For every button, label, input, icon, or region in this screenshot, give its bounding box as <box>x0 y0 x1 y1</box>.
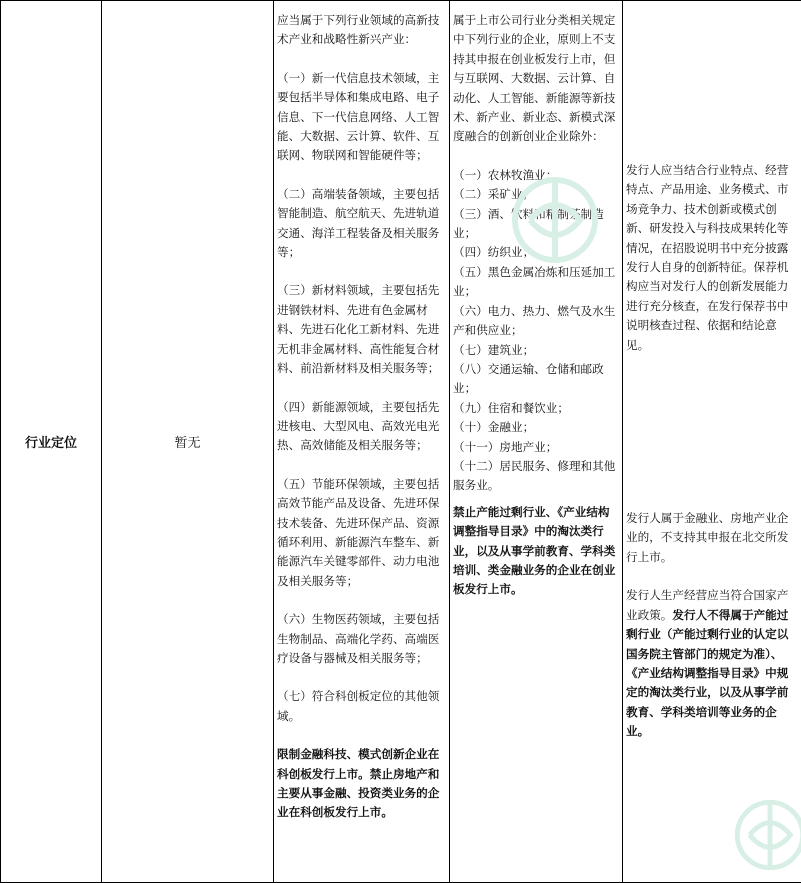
list-item: （十二）居民服务、修理和其他服务业。 <box>453 458 616 493</box>
list-item: （一）农林牧渔业； <box>453 167 558 182</box>
list-item: （十）金融业； <box>453 420 535 435</box>
list-item: （二）高端装备领域，主要包括智能制造、航空航天、先进轨道交通、海洋工程装备及相关服务等； <box>277 186 440 260</box>
column-2-value: 暂无 <box>102 1 274 883</box>
list-item: （九）住宿和餐饮业； <box>453 400 569 415</box>
bse-innovation-paragraph: 发行人应当结合行业特点、经营特点、产品用途、业务模式、市场竞争力、技术创新或模式创新、研发投入与科技成果转化等情况，在招股说明书中充分披露发行人自身的创新特征。保荐机构应当对发行人的创新发展能力进行充分核查，在发行保荐书中说明核查过程、依据和结论意见。 <box>626 163 789 352</box>
list-item: （七）符合科创板定位的其他领域。 <box>277 689 440 723</box>
list-item: （一）新一代信息技术领域，主要包括半导体和集成电路、电子信息、下一代信息网络、人工智能、大数据、云计算、软件、互联网、物联网和智能硬件等； <box>277 70 440 163</box>
list-item: （六）电力、热力、燃气及水生产和供应业； <box>453 303 616 338</box>
row-label: 行业定位 <box>1 1 102 883</box>
bse-policy-bold: 发行人不得属于产能过剩行业（产能过剩行业的认定以国务院主管部门的规定为准）、《产业结构调整指导目录》中规定的淘汰类行业，以及从事学前教育、学科类培训等业务的企业。 <box>626 607 789 739</box>
chinext-prohibition: 禁止产能过剩行业、《产业结构调整指导目录》中的淘汰类行业，以及从事学前教育、学科类培训、类金融业务的企业在创业板发行上市。 <box>453 504 616 597</box>
list-item: （四）新能源领域，主要包括先进核电、大型风电、高效光电光热、高效储能及相关服务等； <box>277 399 440 453</box>
science-board-cell <box>274 1 450 883</box>
science-board-restriction: 限制金融科技、模式创新企业在科创板发行上市。禁止房地产和主要从事金融、投资类业务的企业在科创板发行上市。 <box>277 747 440 820</box>
chinext-cell <box>450 1 623 883</box>
list-item: （十一）房地产业； <box>453 439 558 454</box>
list-item: （八）交通运输、仓储和邮政业； <box>453 361 604 396</box>
list-item: （六）生物医药领域，主要包括生物制品、高端化学药、高端医疗设备与器械及相关服务等； <box>277 612 440 665</box>
chinext-intro: 属于上市公司行业分类相关规定中下列行业的企业，原则上不支持其申报在创业板发行上市，但与互联网、大数据、云计算、自动化、人工智能、新能源等新技术、新产业、新业态、新模式深度融合的创新创业企业除外： <box>453 13 616 144</box>
list-item: （二）采矿业； <box>453 187 535 202</box>
table-row <box>1 1 801 883</box>
list-item: （五）黑色金属冶炼和压延加工业； <box>453 264 616 299</box>
list-item: （三）酒、饮料和精制茶制造业； <box>453 206 604 241</box>
bse-policy-paragraph <box>626 586 798 741</box>
science-board-intro: 应当属于下列行业领域的高新技术产业和战略性新兴产业： <box>277 13 440 47</box>
bse-cell <box>623 1 801 883</box>
list-item: （五）节能环保领域，主要包括高效节能产品及设备、先进环保技术装备、先进环保产品、资源循环利用、新能源汽车整车、新能源汽车关键零部件、动力电池及相关服务等； <box>277 476 440 588</box>
bse-policy-normal: 发行人生产经营应当符合国家产业政策。 <box>626 588 789 622</box>
bse-finance-paragraph: 发行人属于金融业、房地产业企业的，不支持其申报在北交所发行上市。 <box>626 511 789 564</box>
list-item: （三）新材料领域，主要包括先进钢铁材料、先进有色金属材料、先进石化化工新材料、先进无机非金属材料、高性能复合材料、前沿新材料及相关服务等； <box>277 283 440 376</box>
list-item: （七）建筑业； <box>453 342 535 357</box>
list-item: （四）纺织业； <box>453 245 535 260</box>
